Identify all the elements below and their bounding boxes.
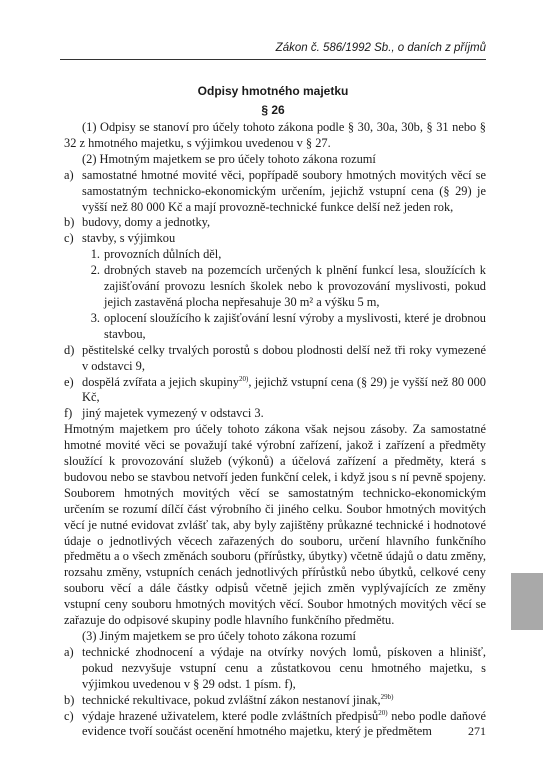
sub-item-label: 3. bbox=[90, 310, 100, 325]
item-text-part: nebo podle daňové evidence tvoří součást ocenění hmotného majetku, který je předmětem bbox=[82, 708, 487, 739]
list-item-3a bbox=[64, 645, 486, 693]
item-text bbox=[82, 645, 486, 693]
list-item-2b bbox=[64, 215, 486, 231]
footnote-ref: 20) bbox=[239, 374, 249, 383]
item-text: pěstitelské celky trvalých porostů s dobou plodnosti delší než tři roky vymezené v odstavci 9, bbox=[82, 342, 486, 373]
item-label: a) bbox=[64, 644, 74, 659]
sub-item-label: 1. bbox=[90, 247, 100, 262]
item-text-part: výdaje hrazené uživatelem, které podle zvláštních předpisů bbox=[82, 708, 379, 723]
item-label: f) bbox=[64, 406, 73, 421]
paragraph-3-intro: (3) Jiným majetkem se pro účely tohoto zákona rozumí bbox=[82, 629, 356, 643]
item-label: c) bbox=[64, 708, 74, 723]
thumb-index-tab bbox=[511, 573, 543, 630]
item-label: d) bbox=[64, 342, 75, 357]
header-rule bbox=[60, 59, 486, 60]
item-text bbox=[82, 693, 486, 709]
item-label: c) bbox=[64, 231, 74, 246]
sub-item-label: 2. bbox=[90, 263, 100, 278]
item-label: a) bbox=[64, 167, 74, 182]
list-item-2a bbox=[64, 168, 486, 216]
list-item-2e bbox=[64, 375, 486, 407]
paragraph-2-intro: (2) Hmotným majetkem se pro účely tohoto zákona rozumí bbox=[82, 151, 376, 166]
list-item-2c bbox=[64, 231, 486, 247]
item-label: b) bbox=[64, 692, 75, 707]
sub-item-2 bbox=[82, 263, 486, 311]
footnote-ref: 20) bbox=[378, 708, 388, 717]
list-item-2d bbox=[64, 343, 486, 375]
sub-item-1 bbox=[82, 247, 486, 263]
body-paragraph: Hmotným majetkem pro účely tohoto zákona však nejsou zásoby. Za samostatné hmotné movité věci se považují také výrobní zařízení, jakož i zařízení a předměty sloužící k provozování služeb (výkonů) a účelová zařízení a předměty, která s budovou nebo se stavbou netvoří jeden funkční celek, i když jsou s ní pevně spojeny. Souborem hmotných movitých věcí se samostatným technicko-ekonomickým určením se rozumí dílčí část výrobního či jiného celku. Soubor hmotných movitých věcí je nutné evidovat zvlášť tak, aby byly zajištěny průkazné technické i hodnotové údaje o jednotlivých věcech zařazených do souboru, určení hlavního funkčního předmětu a o všech změnách souboru (přírůstky, úbytky) včetně údajů o datu změny, rozsahu změny, vstupních cenách jednotlivých přírůstků nebo úbytků, celkové ceny souboru věcí a dále částky odpisů včetně jejich změn vyplývajících ze změny vstupní ceny souboru hmotných movitých věcí. Soubor hmotných movitých věcí se zařazuje do odpisové skupiny podle hlavního funkčního předmětu. bbox=[64, 422, 486, 628]
item-text bbox=[82, 375, 486, 407]
list-item-3c bbox=[64, 709, 486, 741]
section-heading: Odpisy hmotného majetku bbox=[197, 84, 349, 98]
running-head: Zákon č. 586/1992 Sb., o daních z příjmů bbox=[275, 42, 486, 54]
item-label: e) bbox=[64, 374, 74, 389]
item-text bbox=[82, 709, 486, 741]
item-text: stavby, s výjimkou bbox=[82, 231, 176, 246]
list-item-3b bbox=[64, 693, 486, 709]
item-label: b) bbox=[64, 215, 75, 230]
item-text: samostatné hmotné movité věci, popřípadě soubory hmotných movitých věcí se samostatným technicko-ekonomickým určením, jejichž vstupní cena (§ 29) je vyšší než 80 000 Kč a mají provozně-technické funkce delší než jeden rok, bbox=[82, 167, 486, 214]
main-text bbox=[64, 120, 486, 740]
footnote-ref: 29b) bbox=[380, 692, 394, 701]
section-number: § 26 bbox=[261, 103, 285, 117]
item-text-part: , jejichž vstupní cena (§ 29) je vyšší než 80 000 Kč, bbox=[82, 374, 486, 405]
item-text-part: dospělá zvířata a jejich skupiny bbox=[82, 374, 239, 389]
paragraph-1: (1) Odpisy se stanoví pro účely tohoto zákona podle § 30, 30a, 30b, § 31 nebo § 32 z hmotného majetku, s výjimkou uvedenou v § 27. bbox=[64, 120, 486, 150]
list-item-2f bbox=[64, 406, 486, 422]
item-text: jiný majetek vymezený v odstavci 3. bbox=[82, 406, 264, 421]
sub-item-text: drobných staveb na pozemcích určených k plnění funkcí lesa, sloužících k zajišťování provozu lesních školek nebo k provozování myslivosti, pokud jejich zastavěná plocha nepřesahuje 30 m² a výšku 5 m, bbox=[104, 263, 486, 309]
sub-item-3 bbox=[82, 311, 486, 343]
item-text-part: technické rekultivace, pokud zvláštní zákon nestanoví jinak, bbox=[82, 692, 381, 707]
item-text: budovy, domy a jednotky, bbox=[82, 215, 211, 230]
page-number: 271 bbox=[468, 724, 486, 738]
sub-item-text: oplocení sloužícího k zajišťování lesní výroby a myslivosti, které je drobnou stavbou, bbox=[104, 310, 486, 341]
sub-item-text: provozních důlních děl, bbox=[104, 247, 222, 262]
item-text-part: technické zhodnocení a výdaje na otvírky nových lomů, pískoven a hlinišť, pokud nezvyšuje vstupní cenu a zůstatkovou cenu hmotného majetku, s výjimkou uvedenou v § 29 odst. 1 písm. f), bbox=[82, 644, 486, 691]
